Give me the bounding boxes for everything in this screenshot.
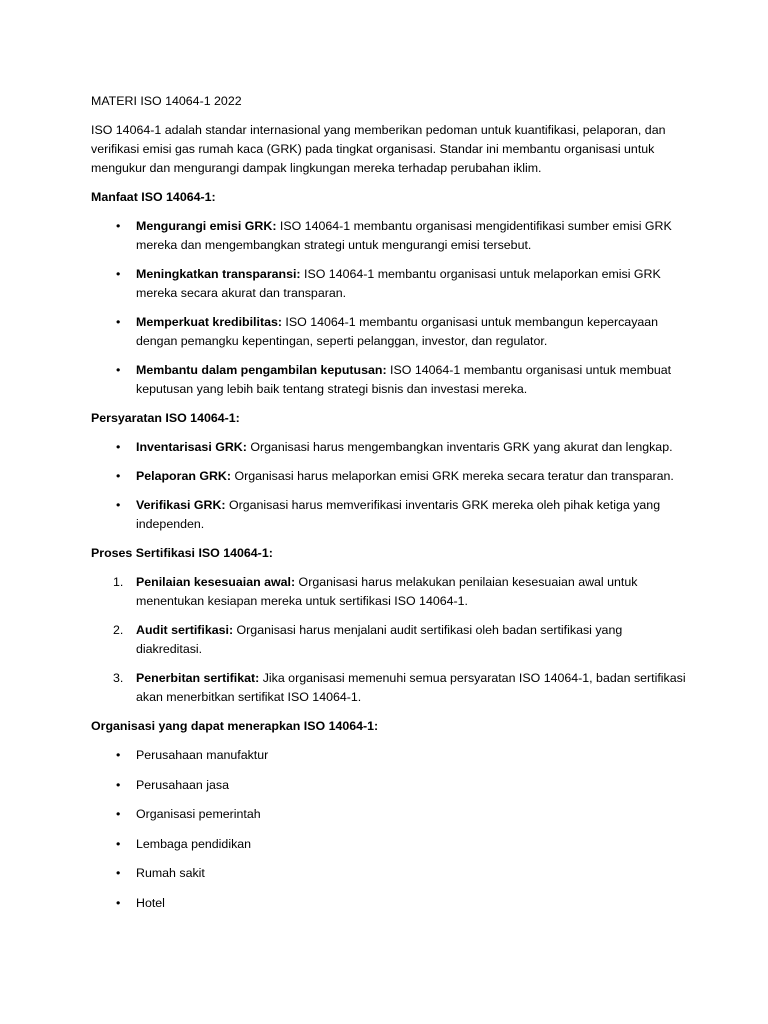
item-text: ISO 14064-1 membantu organisasi mengidentifikasi sumber emisi GRK mereka dan mengembangkan strategi untuk mengurangi emisi tersebut. bbox=[136, 219, 672, 252]
list-item bbox=[91, 217, 691, 255]
persyaratan-list bbox=[91, 438, 691, 534]
list-item bbox=[91, 467, 691, 486]
item-term: Memperkuat kredibilitas: bbox=[136, 315, 282, 329]
item-term: Audit sertifikasi: bbox=[136, 623, 234, 637]
item-term: Mengurangi emisi GRK: bbox=[136, 219, 277, 233]
list-item bbox=[91, 438, 691, 457]
section-heading-organisasi: Organisasi yang dapat menerapkan ISO 14064-1: bbox=[91, 719, 379, 733]
item-number: 2. bbox=[113, 623, 124, 637]
list-item: • Rumah sakit bbox=[91, 864, 691, 883]
section-heading-manfaat: Manfaat ISO 14064-1: bbox=[91, 190, 216, 204]
list-item bbox=[91, 265, 691, 303]
item-term: Meningkatkan transparansi: bbox=[136, 267, 301, 281]
organisasi-list bbox=[91, 746, 691, 913]
proses-list bbox=[91, 573, 691, 707]
item-text: ISO 14064-1 membantu organisasi untuk melaporkan emisi GRK mereka secara akurat dan transparan. bbox=[136, 267, 661, 300]
item-text: ISO 14064-1 membantu organisasi untuk membangun kepercayaan dengan pemangku kepentingan, seperti pelanggan, investor, dan regulator. bbox=[136, 315, 659, 348]
list-item: • Perusahaan jasa bbox=[91, 776, 691, 795]
list-item: • Hotel bbox=[91, 894, 691, 913]
item-term: Verifikasi GRK: bbox=[136, 498, 226, 512]
list-item: • Organisasi pemerintah bbox=[91, 805, 691, 824]
item-text: Organisasi harus menjalani audit sertifikasi oleh badan sertifikasi yang diakreditasi. bbox=[136, 623, 623, 656]
section-heading-proses: Proses Sertifikasi ISO 14064-1: bbox=[91, 546, 273, 560]
item-number: 1. bbox=[113, 575, 124, 589]
intro-paragraph: ISO 14064-1 adalah standar internasional yang memberikan pedoman untuk kuantifikasi, pelaporan, dan verifikasi emisi gas rumah kaca (GRK) pada tingkat organisasi. Standar ini membantu organisasi untuk mengukur dan mengurangi dampak lingkungan mereka terhadap perubahan iklim. bbox=[91, 123, 666, 175]
item-text: Organisasi harus mengembangkan inventaris GRK yang akurat dan lengkap. bbox=[246, 440, 673, 454]
document-page bbox=[91, 92, 691, 923]
list-item bbox=[91, 669, 691, 707]
list-item: • Perusahaan manufaktur bbox=[91, 746, 691, 765]
item-term: Inventarisasi GRK: bbox=[136, 440, 247, 454]
item-text: Organisasi harus memverifikasi inventaris GRK mereka oleh pihak ketiga yang independen. bbox=[136, 498, 661, 531]
section-heading-persyaratan: Persyaratan ISO 14064-1: bbox=[91, 411, 240, 425]
item-text: ISO 14064-1 membantu organisasi untuk membuat keputusan yang lebih baik tentang strategi bisnis dan investasi mereka. bbox=[136, 363, 672, 396]
list-item bbox=[91, 361, 691, 399]
list-item bbox=[91, 496, 691, 534]
manfaat-list bbox=[91, 217, 691, 399]
item-term: Penerbitan sertifikat: bbox=[136, 671, 260, 685]
item-term: Membantu dalam pengambilan keputusan: bbox=[136, 363, 387, 377]
item-number: 3. bbox=[113, 671, 124, 685]
list-item bbox=[91, 573, 691, 611]
item-text: Organisasi harus melakukan penilaian kesesuaian awal untuk menentukan kesiapan mereka untuk sertifikasi ISO 14064-1. bbox=[136, 575, 638, 608]
list-item: • Lembaga pendidikan bbox=[91, 835, 691, 854]
list-item bbox=[91, 621, 691, 659]
item-term: Pelaporan GRK: bbox=[136, 469, 232, 483]
document-title: MATERI ISO 14064-1 2022 bbox=[91, 94, 242, 108]
item-text: Jika organisasi memenuhi semua persyaratan ISO 14064-1, badan sertifikasi akan menerbitkan sertifikat ISO 14064-1. bbox=[136, 671, 686, 704]
item-text: Organisasi harus melaporkan emisi GRK mereka secara teratur dan transparan. bbox=[231, 469, 674, 483]
list-item bbox=[91, 313, 691, 351]
item-term: Penilaian kesesuaian awal: bbox=[136, 575, 296, 589]
